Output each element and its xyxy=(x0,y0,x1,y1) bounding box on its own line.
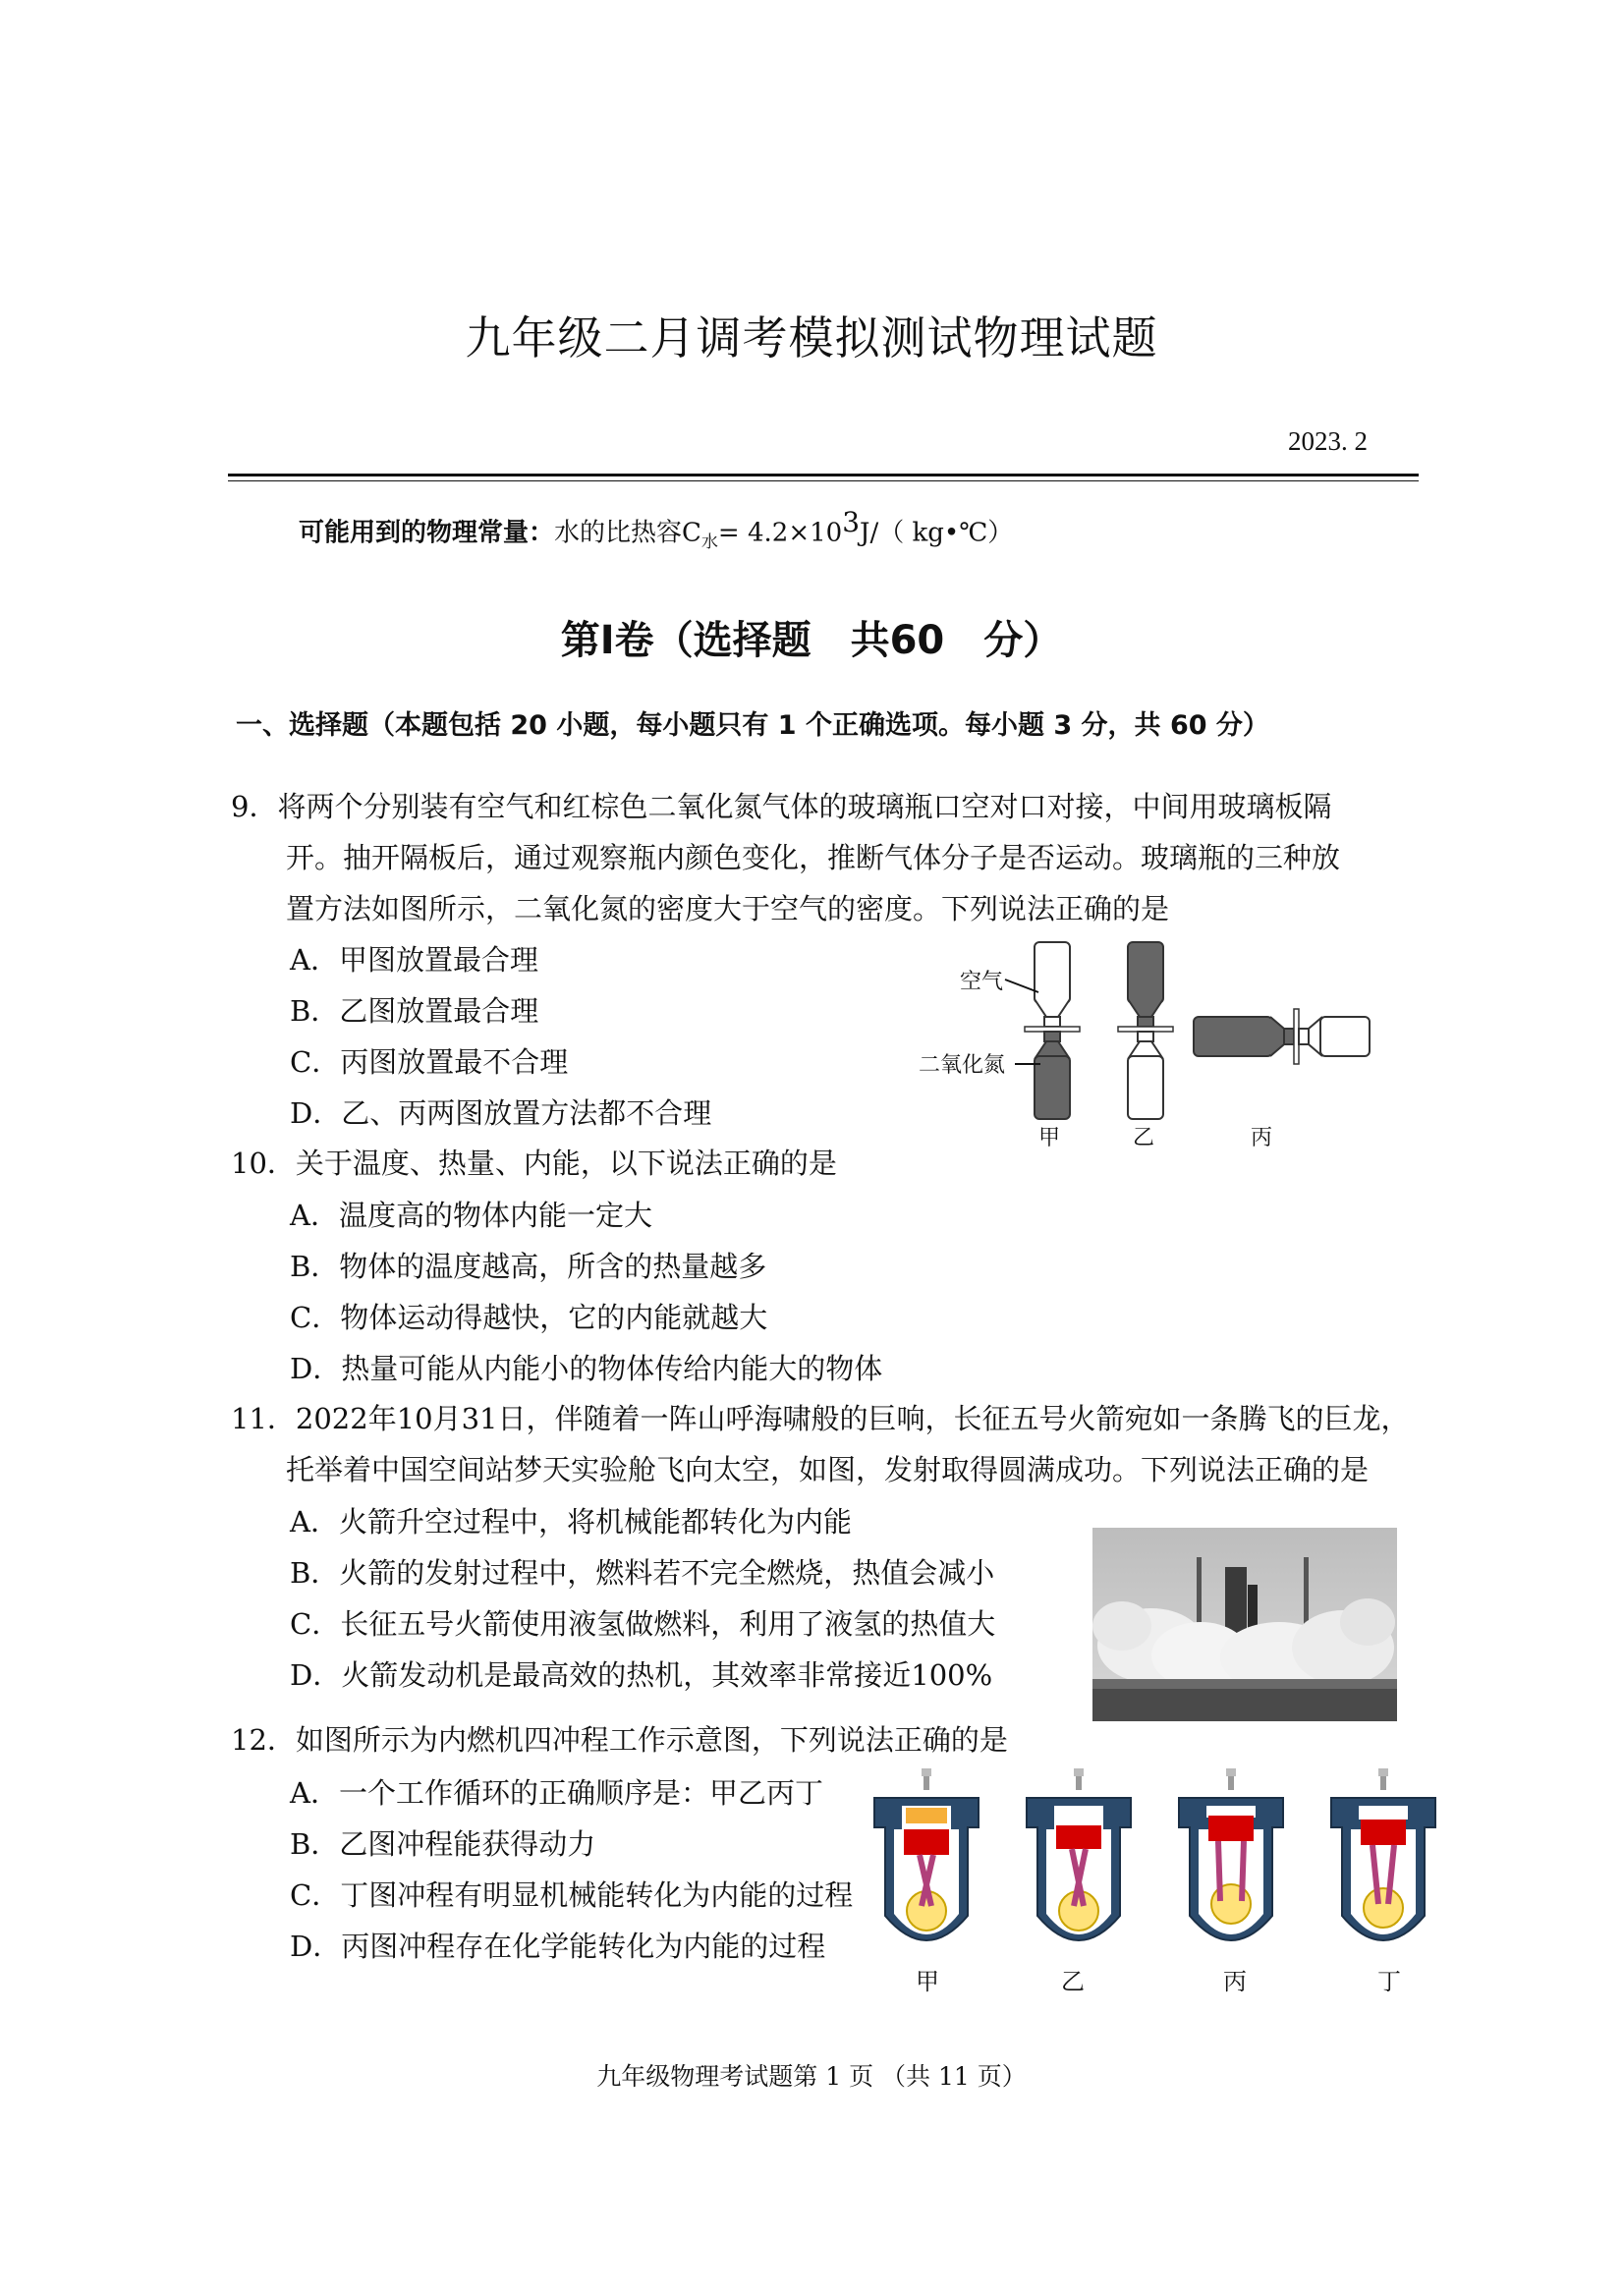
label-yi: 乙 xyxy=(1133,1126,1155,1149)
label-air: 空气 xyxy=(960,970,1004,994)
bottle-yi xyxy=(1118,942,1173,1119)
question-9-option-c: C．丙图放置最不合理 xyxy=(290,1045,569,1079)
bottle-bing xyxy=(1194,1009,1370,1064)
stem-line: 开。抽开隔板后，通过观察瓶内颜色变化，推断气体分子是否运动。玻璃瓶的三种放 xyxy=(286,841,1341,874)
header-rule-thin xyxy=(228,480,1419,481)
engine-yi xyxy=(1027,1768,1131,1940)
engine-strokes-figure xyxy=(860,1768,1444,1994)
question-12-option-c: C．丁图冲程有明显机械能转化为内能的过程 xyxy=(290,1878,854,1912)
question-11-option-b: B．火箭的发射过程中，燃料若不完全燃烧，热值会减小 xyxy=(290,1556,995,1590)
question-11-stem xyxy=(231,1393,1410,1495)
label-yi: 乙 xyxy=(1061,1968,1085,1994)
question-12-stem: 12．如图所示为内燃机四冲程工作示意图，下列说法正确的是 xyxy=(231,1723,1008,1757)
constants-unit: J/（ kg•℃） xyxy=(860,518,1014,548)
question-10-option-a: A．温度高的物体内能一定大 xyxy=(290,1199,652,1232)
label-ding: 丁 xyxy=(1377,1968,1401,1994)
exam-date: 2023. 2 xyxy=(1288,426,1368,456)
constants-text: 水的比热容C xyxy=(554,518,701,548)
header-rule-thick xyxy=(228,474,1419,476)
page-footer: 九年级物理考试题第 1 页 （共 11 页） xyxy=(596,2062,1027,2091)
bottle-jia xyxy=(1005,942,1080,1119)
question-12-option-d: D．丙图冲程存在化学能转化为内能的过程 xyxy=(290,1930,826,1963)
label-bing: 丙 xyxy=(1251,1126,1273,1149)
engine-bing xyxy=(1179,1768,1283,1940)
question-11-option-d: D．火箭发动机是最高效的热机，其效率非常接近100% xyxy=(290,1658,993,1692)
stem-line: 11．2022年10月31日，伴随着一阵山呼海啸般的巨响，长征五号火箭宛如一条腾飞的巨龙， xyxy=(231,1402,1410,1435)
question-12-option-b: B．乙图冲程能获得动力 xyxy=(290,1827,596,1861)
constants-value: = 4.2×10 xyxy=(717,518,843,548)
rocket-launch-photo xyxy=(1092,1528,1397,1721)
label-no2: 二氧化氮 xyxy=(919,1053,1006,1078)
engine-ding xyxy=(1331,1768,1435,1940)
label-bing: 丙 xyxy=(1223,1968,1247,1994)
section-title: 一、选择题（本题包括 20 小题，每小题只有 1 个正确选项。每小题 3 分，共 60 分） xyxy=(236,710,1269,741)
stem-line: 9．将两个分别装有空气和红棕色二氧化氮气体的玻璃瓶口空对口对接，中间用玻璃板隔 xyxy=(231,790,1332,823)
question-10-option-b: B．物体的温度越高，所含的热量越多 xyxy=(290,1250,767,1283)
label-jia: 甲 xyxy=(1038,1126,1061,1149)
question-9-option-b: B．乙图放置最合理 xyxy=(290,994,539,1028)
bottles-figure xyxy=(919,938,1371,1149)
constants-label: 可能用到的物理常量： xyxy=(299,518,555,548)
constants-exp: 3 xyxy=(842,506,861,538)
question-9-option-d: D．乙、丙两图放置方法都不合理 xyxy=(290,1096,712,1130)
question-10-stem: 10．关于温度、热量、内能，以下说法正确的是 xyxy=(231,1147,837,1180)
page-title: 九年级二月调考模拟测试物理试题 xyxy=(465,311,1158,364)
stem-line: 托举着中国空间站梦天实验舱飞向太空，如图，发射取得圆满成功。下列说法正确的是 xyxy=(286,1453,1370,1486)
part-title: 第Ⅰ卷（选择题 共60 分） xyxy=(560,618,1063,663)
label-jia: 甲 xyxy=(916,1968,939,1994)
question-10-option-d: D．热量可能从内能小的物体传给内能大的物体 xyxy=(290,1352,883,1385)
question-12-option-a: A．一个工作循环的正确顺序是：甲乙丙丁 xyxy=(290,1776,823,1810)
question-9-option-a: A．甲图放置最合理 xyxy=(290,943,538,977)
question-11-option-a: A．火箭升空过程中，将机械能都转化为内能 xyxy=(290,1505,852,1539)
physical-constants xyxy=(299,506,1013,552)
constants-sub: 水 xyxy=(700,532,718,552)
engine-jia xyxy=(874,1768,979,1940)
question-10-option-c: C．物体运动得越快，它的内能就越大 xyxy=(290,1301,768,1334)
stem-line: 置方法如图所示，二氧化氮的密度大于空气的密度。下列说法正确的是 xyxy=(286,892,1170,925)
question-11-option-c: C．长征五号火箭使用液氢做燃料，利用了液氢的热值大 xyxy=(290,1607,996,1641)
question-9-stem xyxy=(231,781,1340,934)
